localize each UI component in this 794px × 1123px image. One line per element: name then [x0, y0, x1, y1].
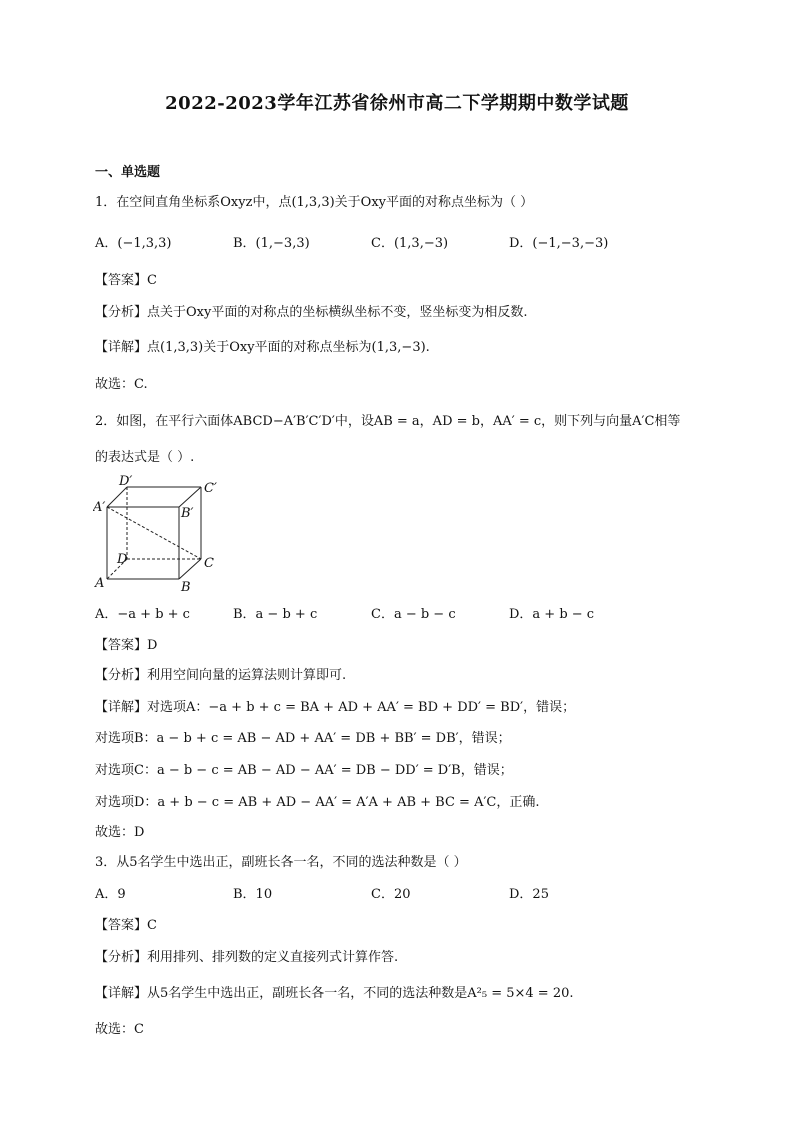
q2-option-c: C．a − b − c: [371, 607, 456, 622]
label-a: A: [95, 576, 105, 591]
q1-option-c: C．(1,3,−3): [371, 236, 449, 251]
q3-detail: 【详解】从5名学生中选出正，副班长各一名，不同的选法种数是A²₅ = 5×4 = 20.: [95, 986, 574, 1001]
page-title: 2022-2023学年江苏省徐州市高二下学期期中数学试题: [165, 93, 629, 114]
q3-analysis: 【分析】利用排列、排列数的定义直接列式计算作答.: [95, 950, 399, 965]
q2-stem-line2: 的表达式是（ ）.: [95, 450, 195, 465]
q2-detail-line4: 对选项D：a + b − c = AB + AD − AA′ = A′A + AB + BC = A′C，正确.: [95, 795, 540, 810]
q3-option-d: D．25: [509, 887, 549, 902]
q2-option-d: D．a + b − c: [509, 607, 595, 622]
q2-detail-line1: 【详解】对选项A：−a + b + c = BA + AD + AA′ = BD + DD′ = BD′，错误；: [95, 700, 576, 715]
q1-detail: 【详解】点(1,3,3)关于Oxy平面的对称点坐标为(1,3,−3).: [95, 340, 430, 355]
q1-choose: 故选：C.: [95, 377, 148, 392]
q3-stem: 3．从5名学生中选出正，副班长各一名，不同的选法种数是（ ）: [95, 855, 467, 870]
q3-option-b: B．10: [233, 887, 273, 902]
q1-answer: 【答案】C: [95, 273, 157, 288]
q2-analysis: 【分析】利用空间向量的运算法则计算即可.: [95, 668, 347, 683]
q1-option-a: A．(−1,3,3): [95, 236, 172, 251]
q3-answer: 【答案】C: [95, 918, 157, 933]
q1-option-b: B．(1,−3,3): [233, 236, 310, 251]
label-b: B: [181, 580, 191, 593]
label-a-prime: A′: [93, 500, 106, 515]
q3-option-a: A．9: [95, 887, 126, 902]
q1-option-d: D．(−1,−3,−3): [509, 236, 609, 251]
label-d: D: [117, 552, 128, 567]
q2-detail-line3: 对选项C：a − b − c = AB − AD − AA′ = DB − DD′ = D′B，错误；: [95, 763, 513, 778]
q2-answer: 【答案】D: [95, 638, 158, 653]
label-b-prime: B′: [181, 506, 194, 521]
q2-choose: 故选：D: [95, 825, 145, 840]
label-d-prime: D′: [119, 475, 133, 489]
q1-stem: 1．在空间直角坐标系Oxyz中，点(1,3,3)关于Oxy平面的对称点坐标为（ ）: [95, 195, 534, 210]
q3-choose: 故选：C: [95, 1022, 144, 1037]
q2-detail-line2: 对选项B：a − b + c = AB − AD + AA′ = DB + BB′ = DB′，错误；: [95, 731, 511, 746]
label-c-prime: C′: [204, 481, 217, 496]
section-heading: 一、单选题: [95, 165, 161, 180]
q2-option-a: A．−a + b + c: [95, 607, 190, 622]
q2-stem-line1: 2．如图，在平行六面体ABCD−A′B′C′D′中，设AB = a，AD = b，AA′ = c，则下列与向量A′C相等: [95, 414, 681, 429]
q3-option-c: C．20: [371, 887, 411, 902]
parallelepiped-figure: [93, 475, 233, 593]
q2-option-b: B．a − b + c: [233, 607, 318, 622]
label-c: C: [204, 556, 214, 571]
q1-analysis: 【分析】点关于Oxy平面的对称点的坐标横纵坐标不变，竖坐标变为相反数.: [95, 305, 528, 320]
